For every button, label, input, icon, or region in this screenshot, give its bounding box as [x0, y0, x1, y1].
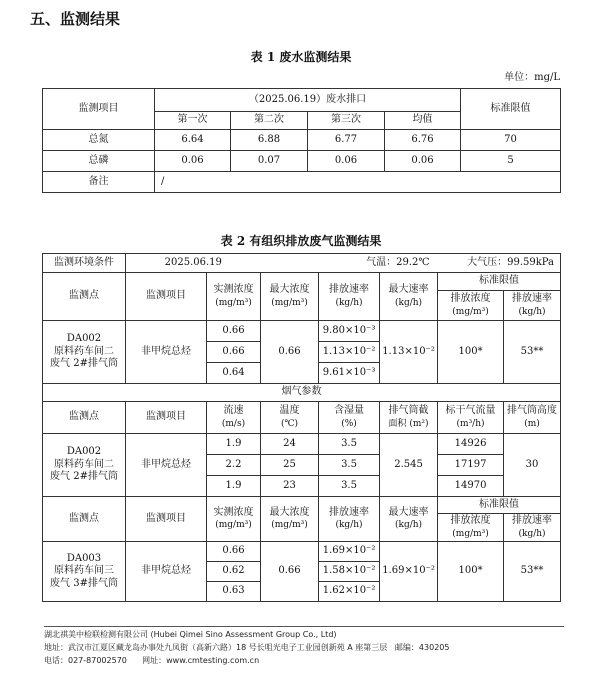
cell: 6.77 [308, 130, 385, 151]
f-point-value: DA002 原料药车间二 废气 2#排气筒 [43, 434, 126, 497]
env-date: 2025.06.19 [126, 254, 261, 273]
b3-rate-2: 1.58×10⁻² [319, 562, 380, 582]
table1-title: 表 1 废水监测结果 [250, 50, 352, 64]
f-dry-flow: 标干气流量 (m³/h) [438, 402, 504, 434]
b3-max-rate: 1.69×10⁻² [380, 542, 438, 602]
h-rate: 排放速率 (kg/h) [319, 273, 380, 321]
h3-limit-conc: 排放浓度 (mg/m³) [438, 514, 504, 542]
f-area: 排气筒截 面积 (m²) [380, 402, 438, 434]
t1-header-limit: 标准限值 [461, 89, 561, 130]
b1-rate-2: 1.13×10⁻² [319, 342, 380, 363]
f-area-value: 2.545 [380, 434, 438, 497]
b1-measured-3: 0.64 [207, 363, 261, 384]
footer [44, 628, 449, 667]
t1-header-group: （2025.06.19）废水排口 [155, 89, 461, 112]
f-dry-flow-3: 14970 [438, 476, 504, 497]
f-flow: 流速 (m/s) [207, 402, 261, 434]
cell: 0.06 [155, 151, 231, 172]
t1-col-4: 均值 [385, 112, 461, 130]
f-point: 监测点 [43, 402, 126, 434]
h3-limit-rate: 排放速率 (kg/h) [504, 514, 561, 542]
h-max-rate: 最大速率 (kg/h) [380, 273, 438, 321]
note-label: 备注 [43, 172, 155, 193]
b3-max-conc: 0.66 [261, 542, 319, 602]
f-humidity-1: 3.5 [319, 434, 380, 455]
b3-item: 非甲烷总烃 [126, 542, 207, 602]
h-max-conc: 最大浓度 (mg/m³) [261, 273, 319, 321]
cell: 0.07 [231, 151, 308, 172]
cell: 6.76 [385, 130, 461, 151]
cell: 0.06 [385, 151, 461, 172]
h3-max-rate: 最大速率 (kg/h) [380, 497, 438, 542]
f-dry-flow-1: 14926 [438, 434, 504, 455]
b1-max-rate: 1.13×10⁻² [380, 321, 438, 384]
h-item: 监测项目 [126, 273, 207, 321]
h3-rate: 排放速率 (kg/h) [319, 497, 380, 542]
env-pressure: 大气压：99.59kPa [438, 254, 561, 273]
b1-max-conc: 0.66 [261, 321, 319, 384]
h3-item: 监测项目 [126, 497, 207, 542]
b3-measured-2: 0.62 [207, 562, 261, 582]
table2-title: 表 2 有组织排放废气监测结果 [220, 234, 382, 248]
f-dry-flow-2: 17197 [438, 455, 504, 476]
f-item: 监测项目 [126, 402, 207, 434]
f-temp-2: 25 [261, 455, 319, 476]
f-humidity: 含湿量 (%) [319, 402, 380, 434]
h3-point: 监测点 [43, 497, 126, 542]
cell: 6.64 [155, 130, 231, 151]
cell: 6.88 [231, 130, 308, 151]
table-row [43, 151, 561, 172]
h3-max-conc: 最大浓度 (mg/m³) [261, 497, 319, 542]
env-label: 监测环境条件 [43, 254, 126, 273]
cell: 5 [461, 151, 561, 172]
footer-divider [44, 626, 564, 627]
f-flow-3: 1.9 [207, 476, 261, 497]
h3-measured: 实测浓度 (mg/m³) [207, 497, 261, 542]
f-flow-1: 1.9 [207, 434, 261, 455]
f-temp-1: 24 [261, 434, 319, 455]
t1-col-2: 第二次 [231, 112, 308, 130]
f-humidity-3: 3.5 [319, 476, 380, 497]
b1-rate-1: 9.80×10⁻³ [319, 321, 380, 342]
cell: 70 [461, 130, 561, 151]
f-humidity-2: 3.5 [319, 455, 380, 476]
b1-limit-rate: 53** [504, 321, 561, 384]
footer-address-line: 地址：武汉市江夏区藏龙岛办事处九凤街（高新六路）18 号长咀光电子工业园创新苑 A 座第三层 邮编：430205 [44, 643, 450, 652]
b3-measured-1: 0.66 [207, 542, 261, 562]
f-height: 排气筒高度 (m) [504, 402, 561, 434]
waste-gas-table [42, 253, 561, 602]
wastewater-table [42, 88, 561, 193]
table-row [43, 130, 561, 151]
h3-limit: 标准限值 [438, 497, 561, 514]
section-title: 五、监测结果 [30, 10, 121, 28]
b1-limit-conc: 100* [438, 321, 504, 384]
cell: 0.06 [308, 151, 385, 172]
b3-rate-1: 1.69×10⁻² [319, 542, 380, 562]
b3-point: DA003 原料药车间三 废气 3#排气筒 [43, 542, 126, 602]
h-limit-rate: 排放速率 (kg/h) [504, 291, 561, 321]
env-temp: 气温：29.2℃ [261, 254, 438, 273]
row-name: 总氮 [43, 130, 155, 151]
b1-measured-1: 0.66 [207, 321, 261, 342]
h-point: 监测点 [43, 273, 126, 321]
h-limit-conc: 排放浓度 (mg/m³) [438, 291, 504, 321]
row-name: 总磷 [43, 151, 155, 172]
b3-limit-rate: 53** [504, 542, 561, 602]
b1-point: DA002 原料药车间二 废气 2#排气筒 [43, 321, 126, 384]
footer-company: 湖北祺美中检联检测有限公司 (Hubei Qimei Sino Assessment Group Co., Ltd) [44, 630, 337, 639]
footer-contact-line: 电话：027-87002570 网址：www.cmtesting.com.cn [44, 656, 260, 665]
b1-item: 非甲烷总烃 [126, 321, 207, 384]
t1-col-1: 第一次 [155, 112, 231, 130]
b3-measured-3: 0.63 [207, 582, 261, 602]
b1-rate-3: 9.61×10⁻³ [319, 363, 380, 384]
b3-limit-conc: 100* [438, 542, 504, 602]
t1-header-item: 监测项目 [43, 89, 155, 130]
t1-col-3: 第三次 [308, 112, 385, 130]
h-measured: 实测浓度 (mg/m³) [207, 273, 261, 321]
f-item-value: 非甲烷总烃 [126, 434, 207, 497]
b1-measured-2: 0.66 [207, 342, 261, 363]
note-value: / [155, 172, 561, 193]
f-temp: 温度 (℃) [261, 402, 319, 434]
flue-title: 烟气参数 [43, 384, 561, 402]
b3-rate-3: 1.62×10⁻² [319, 582, 380, 602]
f-height-value: 30 [504, 434, 561, 497]
f-temp-3: 23 [261, 476, 319, 497]
f-flow-2: 2.2 [207, 455, 261, 476]
h-limit: 标准限值 [438, 273, 561, 291]
table1-unit: 单位：mg/L [504, 72, 560, 83]
